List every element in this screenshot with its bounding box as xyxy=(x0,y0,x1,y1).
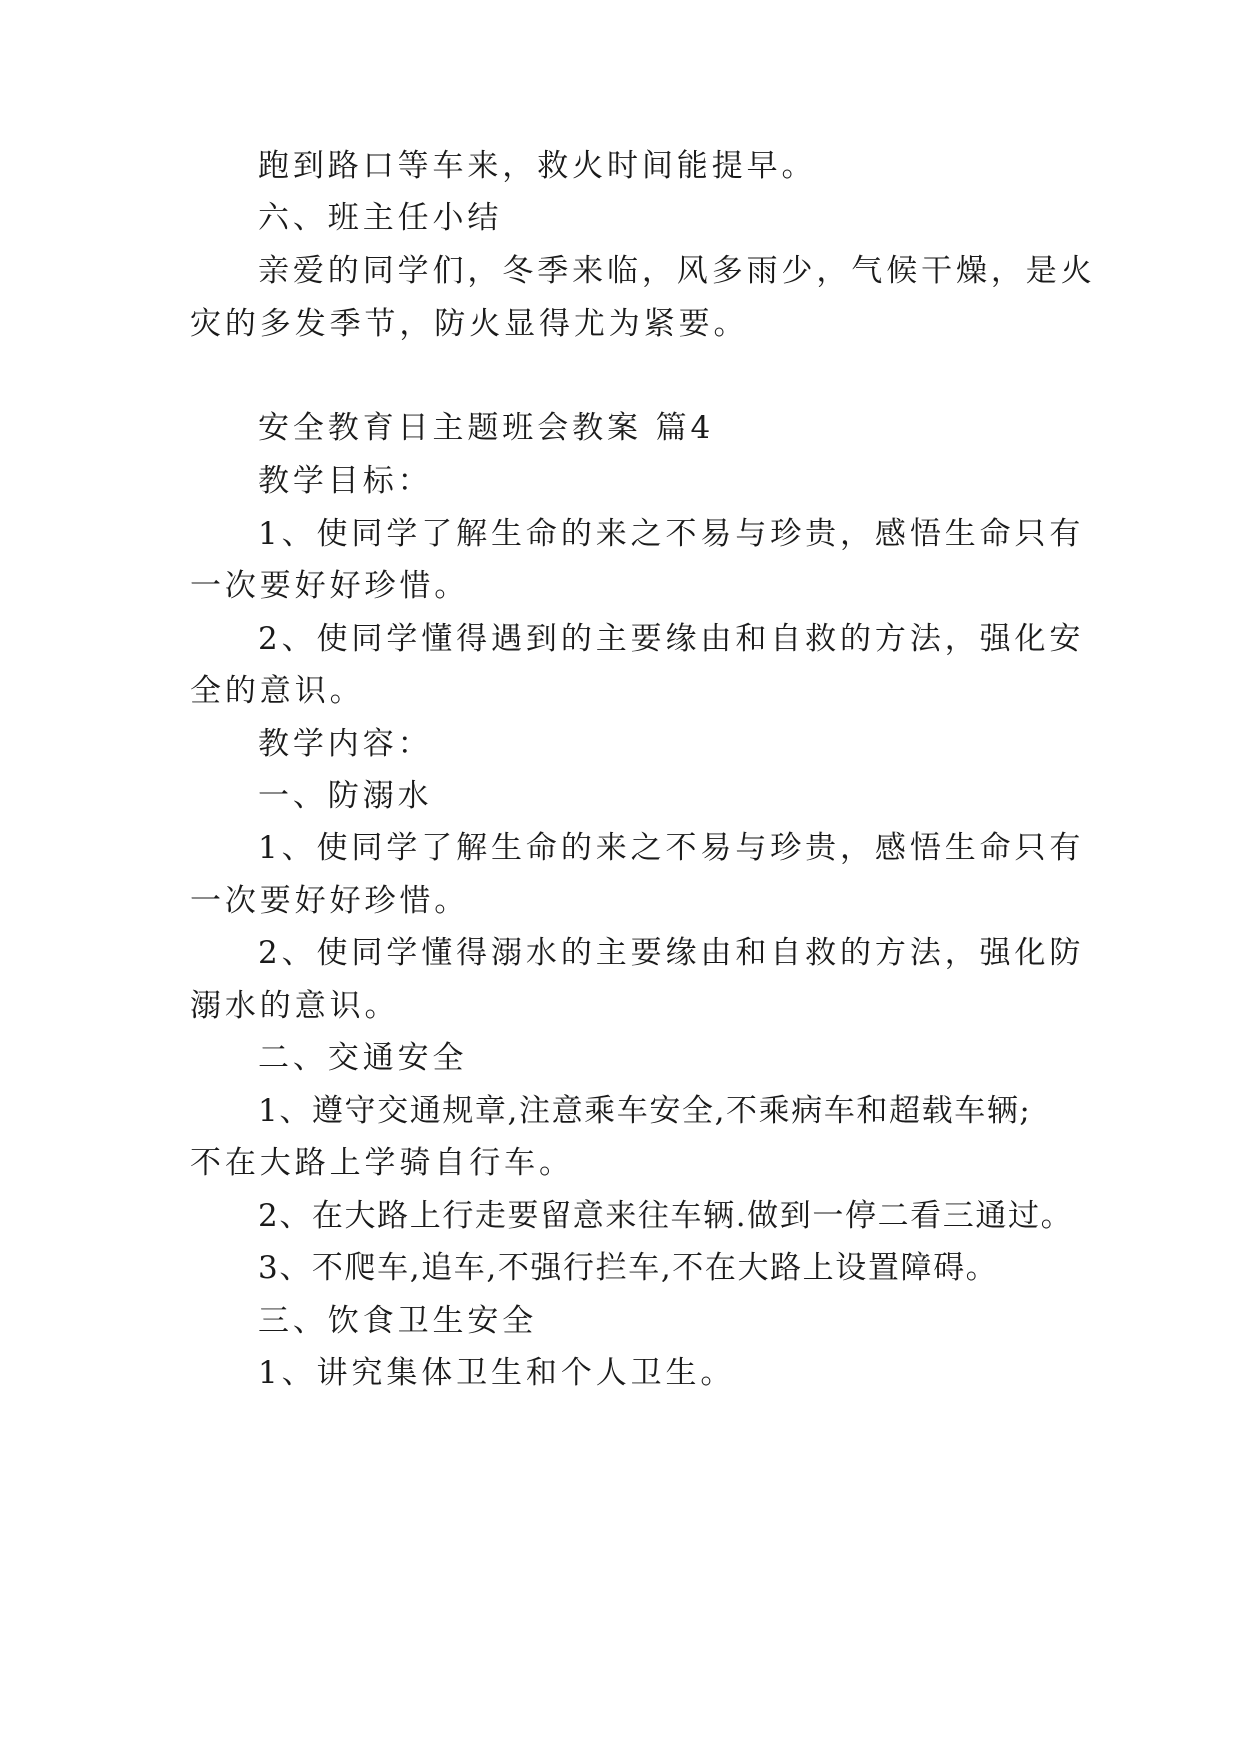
paragraph-line: 1、遵守交通规章,注意乘车安全,不乘病车和超载车辆; xyxy=(258,1093,1032,1129)
section-heading: 二、交通安全 xyxy=(258,1040,468,1076)
paragraph-line: 灾的多发季节，防火显得尤为紧要。 xyxy=(190,306,749,342)
paragraph-line: 全的意识。 xyxy=(190,673,365,709)
section-heading: 教学内容： xyxy=(258,726,433,762)
paragraph-line: 1、使同学了解生命的来之不易与珍贵，感悟生命只有 xyxy=(258,516,1085,552)
paragraph-line: 2、使同学懂得溺水的主要缘由和自救的方法，强化防 xyxy=(258,935,1085,971)
paragraph-line: 一次要好好珍惜。 xyxy=(190,568,470,604)
paragraph-line: 3、不爬车,追车,不强行拦车,不在大路上设置障碍。 xyxy=(258,1250,999,1286)
paragraph-line: 亲爱的同学们，冬季来临，风多雨少，气候干燥，是火 xyxy=(258,253,1096,289)
paragraph-line: 跑到路口等车来，救火时间能提早。 xyxy=(258,148,817,184)
section-heading: 三、饮食卫生安全 xyxy=(258,1303,538,1339)
article-title: 安全教育日主题班会教案 篇4 xyxy=(258,410,715,446)
paragraph-line: 溺水的意识。 xyxy=(190,988,400,1024)
paragraph-line: 不在大路上学骑自行车。 xyxy=(190,1145,574,1181)
paragraph-line: 2、在大路上行走要留意来往车辆.做到一停二看三通过。 xyxy=(258,1198,1074,1234)
paragraph-line: 2、使同学懂得遇到的主要缘由和自救的方法，强化安 xyxy=(258,621,1085,657)
paragraph-line: 一次要好好珍惜。 xyxy=(190,883,470,919)
paragraph-line: 1、使同学了解生命的来之不易与珍贵，感悟生命只有 xyxy=(258,830,1085,866)
section-heading: 教学目标： xyxy=(258,463,433,499)
section-heading: 一、防溺水 xyxy=(258,778,433,814)
paragraph-line: 1、讲究集体卫生和个人卫生。 xyxy=(258,1355,736,1391)
section-heading: 六、班主任小结 xyxy=(258,200,503,236)
